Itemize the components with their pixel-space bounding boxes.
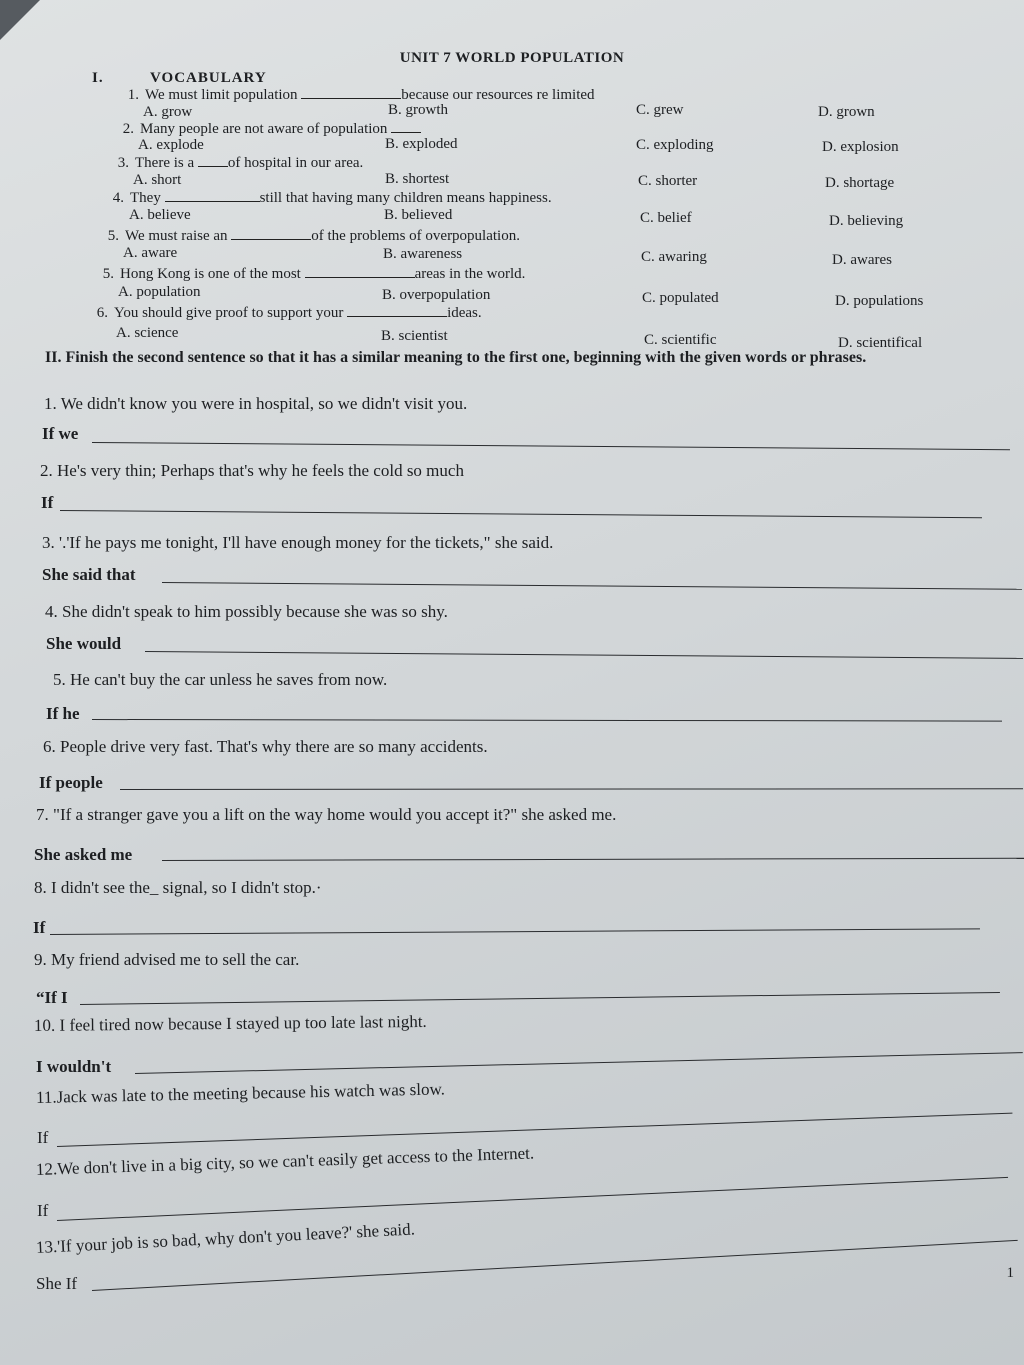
sentence-start-12: If bbox=[37, 1201, 49, 1220]
option-a[interactable]: A. short bbox=[133, 172, 182, 188]
section-heading: VOCABULARY bbox=[150, 70, 267, 86]
option-b[interactable]: B. awareness bbox=[383, 246, 463, 262]
page-title: UNIT 7 WORLD POPULATION bbox=[399, 50, 625, 66]
vocab-question-7: 6. You should give proof to support your ideas. bbox=[96, 305, 482, 321]
option-d[interactable]: D. believing bbox=[829, 213, 904, 229]
sentence-prompt-2: 2. He's very thin; Perhaps that's why he feels the cold so much bbox=[40, 461, 464, 480]
option-b[interactable]: B. scientist bbox=[381, 328, 448, 344]
answer-line-10[interactable] bbox=[135, 1052, 1023, 1074]
answer-line-8[interactable] bbox=[50, 928, 980, 935]
sentence-start-3: She said that bbox=[42, 565, 136, 584]
answer-line-5[interactable] bbox=[92, 719, 1002, 722]
section-vocabulary-heading bbox=[92, 70, 267, 87]
sentence-start-6: If people bbox=[39, 773, 103, 792]
option-d[interactable]: D. awares bbox=[832, 252, 892, 268]
option-d[interactable]: D. grown bbox=[818, 104, 875, 120]
vocab-question-2: 2. Many people are not aware of population bbox=[110, 120, 421, 138]
answer-line-2[interactable] bbox=[60, 510, 982, 518]
sentence-prompt-1: 1. We didn't know you were in hospital, so we didn't visit you. bbox=[44, 394, 468, 413]
option-a[interactable]: A. grow bbox=[143, 104, 193, 120]
option-b[interactable]: B. exploded bbox=[385, 136, 458, 152]
answer-blank[interactable] bbox=[198, 154, 228, 167]
sentence-start-7: She asked me bbox=[34, 845, 133, 864]
sentence-prompt-7: 7. "If a stranger gave you a lift on the way home would you accept it?" she asked me. bbox=[36, 805, 617, 824]
sentence-start-10: I wouldn't bbox=[36, 1057, 112, 1076]
sentence-start-2: If bbox=[41, 493, 54, 512]
answer-line-1[interactable] bbox=[92, 442, 1010, 450]
page-number: 1 bbox=[1006, 1265, 1014, 1281]
answer-blank[interactable] bbox=[165, 189, 260, 202]
option-d[interactable]: D. shortage bbox=[825, 175, 895, 191]
sentence-start-9: “If I bbox=[36, 988, 68, 1007]
sentence-start-5: If he bbox=[46, 704, 80, 723]
sentence-start-4: She would bbox=[46, 634, 122, 653]
vocab-question-4: 4. They still that having many children means happiness. bbox=[112, 190, 552, 206]
answer-blank[interactable] bbox=[231, 227, 311, 240]
option-a[interactable]: A. believe bbox=[129, 207, 191, 223]
sentence-prompt-3: 3. '.'If he pays me tonight, I'll have enough money for the tickets," she said. bbox=[42, 533, 554, 552]
answer-line-11[interactable] bbox=[57, 1113, 1012, 1147]
sentence-prompt-6: 6. People drive very fast. That's why there are so many accidents. bbox=[43, 737, 488, 756]
answer-blank[interactable] bbox=[305, 265, 415, 278]
option-a[interactable]: A. aware bbox=[123, 245, 178, 261]
answer-line-7[interactable] bbox=[162, 858, 1024, 861]
sentence-prompt-10: 10. I feel tired now because I stayed up too late last night. bbox=[33, 1011, 427, 1035]
answer-line-4[interactable] bbox=[145, 651, 1023, 659]
option-b[interactable]: B. overpopulation bbox=[382, 287, 491, 303]
vocab-question-5: 5. We must raise an of the problems of overpopulation. bbox=[107, 228, 520, 244]
vocab-question-3: 3. There is a of hospital in our area. bbox=[117, 155, 364, 171]
answer-line-9[interactable] bbox=[80, 992, 1000, 1005]
answer-line-12[interactable] bbox=[57, 1177, 1008, 1221]
sentence-start-8: If bbox=[33, 918, 46, 937]
sentence-prompt-8: 8. I didn't see the_ signal, so I didn't stop.· bbox=[34, 878, 322, 897]
option-b[interactable]: B. growth bbox=[388, 102, 448, 118]
option-c[interactable]: C. scientific bbox=[644, 332, 717, 348]
page-corner-shadow bbox=[0, 0, 40, 40]
answer-blank[interactable] bbox=[301, 86, 401, 99]
answer-blank[interactable] bbox=[391, 120, 421, 133]
answer-line-3[interactable] bbox=[162, 582, 1022, 590]
option-d[interactable]: D. explosion bbox=[822, 139, 899, 155]
option-c[interactable]: C. shorter bbox=[638, 173, 698, 189]
option-b[interactable]: B. shortest bbox=[385, 171, 450, 187]
sentence-start-11: If bbox=[37, 1128, 49, 1147]
option-a[interactable]: A. science bbox=[116, 325, 179, 341]
section-2-heading: II. Finish the second sentence so that it has a similar meaning to the first one, beginning with the given words or phrases. bbox=[45, 349, 867, 366]
option-c[interactable]: C. exploding bbox=[636, 137, 714, 153]
answer-blank[interactable] bbox=[347, 304, 447, 317]
vocab-question-6: 5. Hong Kong is one of the most areas in the world. bbox=[102, 266, 526, 282]
sentence-start-13: She If bbox=[36, 1274, 78, 1293]
vocab-question-1: 1. We must limit population because our resources re limited bbox=[127, 87, 595, 103]
option-c[interactable]: C. awaring bbox=[641, 249, 707, 265]
sentence-prompt-4: 4. She didn't speak to him possibly because she was so shy. bbox=[45, 602, 448, 621]
option-c[interactable]: C. populated bbox=[642, 290, 719, 306]
option-c[interactable]: C. grew bbox=[636, 102, 684, 118]
answer-line-6[interactable] bbox=[120, 788, 1023, 790]
section-number: I. bbox=[92, 70, 104, 86]
sentence-prompt-5: 5. He can't buy the car unless he saves from now. bbox=[53, 670, 388, 689]
sentence-start-1: If we bbox=[42, 424, 79, 443]
option-a[interactable]: A. explode bbox=[138, 137, 204, 153]
option-d[interactable]: D. scientifical bbox=[838, 335, 923, 351]
option-c[interactable]: C. belief bbox=[640, 210, 692, 226]
option-a[interactable]: A. population bbox=[118, 284, 201, 300]
sentence-prompt-13: 13.'If your job is so bad, why don't you leave?' she said. bbox=[35, 1219, 416, 1257]
sentence-prompt-9: 9. My friend advised me to sell the car. bbox=[34, 950, 300, 969]
sentence-prompt-11: 11.Jack was late to the meeting because his watch was slow. bbox=[35, 1079, 446, 1107]
option-d[interactable]: D. populations bbox=[835, 293, 924, 309]
sentence-prompt-12: 12.We don't live in a big city, so we can't easily get access to the Internet. bbox=[35, 1143, 535, 1179]
option-b[interactable]: B. believed bbox=[384, 207, 453, 223]
